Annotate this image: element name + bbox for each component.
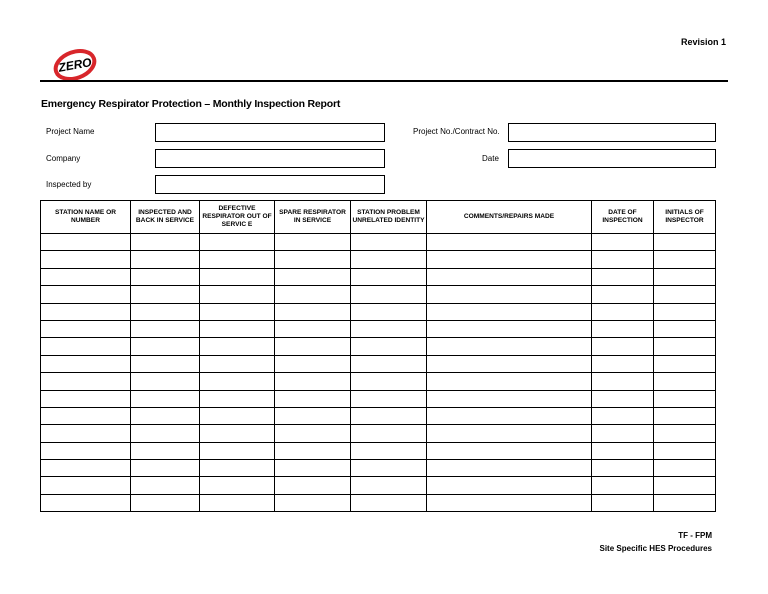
table-row: [41, 286, 716, 303]
table-cell[interactable]: [275, 477, 351, 494]
table-cell[interactable]: [654, 251, 716, 268]
table-cell[interactable]: [275, 494, 351, 511]
table-cell[interactable]: [654, 286, 716, 303]
table-cell[interactable]: [351, 460, 427, 477]
table-cell[interactable]: [654, 460, 716, 477]
table-cell[interactable]: [275, 460, 351, 477]
table-cell[interactable]: [592, 477, 654, 494]
table-cell[interactable]: [592, 442, 654, 459]
table-cell[interactable]: [200, 494, 275, 511]
table-row: [41, 442, 716, 459]
table-cell[interactable]: [41, 303, 131, 320]
table-cell[interactable]: [351, 442, 427, 459]
table-cell[interactable]: [351, 407, 427, 424]
table-cell[interactable]: [200, 268, 275, 285]
table-cell[interactable]: [275, 338, 351, 355]
table-cell[interactable]: [131, 442, 200, 459]
table-cell[interactable]: [41, 251, 131, 268]
table-cell[interactable]: [200, 355, 275, 372]
table-cell[interactable]: [41, 460, 131, 477]
table-cell[interactable]: [200, 407, 275, 424]
table-cell[interactable]: [131, 407, 200, 424]
table-cell[interactable]: [427, 460, 592, 477]
table-cell[interactable]: [351, 286, 427, 303]
table-cell[interactable]: [592, 268, 654, 285]
table-cell[interactable]: [654, 442, 716, 459]
table-cell[interactable]: [275, 355, 351, 372]
table-cell[interactable]: [200, 303, 275, 320]
inspection-table: [40, 200, 716, 512]
table-cell[interactable]: [427, 442, 592, 459]
project-name-field[interactable]: [155, 123, 385, 142]
table-row: [41, 425, 716, 442]
table-cell[interactable]: [131, 234, 200, 251]
table-cell[interactable]: [592, 320, 654, 337]
table-cell[interactable]: [200, 373, 275, 390]
table-cell[interactable]: [200, 390, 275, 407]
table-cell[interactable]: [427, 338, 592, 355]
col-initials: INITIALS OF INSPECTOR: [654, 201, 716, 234]
table-cell[interactable]: [200, 442, 275, 459]
table-cell[interactable]: [592, 303, 654, 320]
table-cell[interactable]: [41, 442, 131, 459]
table-cell[interactable]: [131, 373, 200, 390]
table-cell[interactable]: [275, 390, 351, 407]
table-cell[interactable]: [131, 390, 200, 407]
table-cell[interactable]: [427, 355, 592, 372]
table-cell[interactable]: [427, 477, 592, 494]
table-cell[interactable]: [427, 390, 592, 407]
col-inspected-back: INSPECTED AND BACK IN SERVICE: [131, 201, 200, 234]
table-row: [41, 373, 716, 390]
date-field[interactable]: [508, 149, 716, 168]
table-cell[interactable]: [351, 234, 427, 251]
table-cell[interactable]: [654, 268, 716, 285]
table-row: [41, 251, 716, 268]
table-cell[interactable]: [654, 477, 716, 494]
col-spare: SPARE RESPIRATOR IN SERVICE: [275, 201, 351, 234]
table-cell[interactable]: [427, 286, 592, 303]
table-row: [41, 390, 716, 407]
table-row: [41, 234, 716, 251]
table-cell[interactable]: [592, 373, 654, 390]
table-cell[interactable]: [200, 234, 275, 251]
table-cell[interactable]: [275, 268, 351, 285]
table-cell[interactable]: [41, 338, 131, 355]
table-cell[interactable]: [200, 477, 275, 494]
table-cell[interactable]: [654, 425, 716, 442]
table-cell[interactable]: [351, 268, 427, 285]
table-row: [41, 460, 716, 477]
table-cell[interactable]: [41, 286, 131, 303]
table-cell[interactable]: [592, 355, 654, 372]
col-date: DATE OF INSPECTION: [592, 201, 654, 234]
table-cell[interactable]: [351, 477, 427, 494]
table-cell[interactable]: [654, 234, 716, 251]
table-cell[interactable]: [131, 303, 200, 320]
logo-text: ZERO: [57, 55, 93, 75]
table-cell[interactable]: [427, 303, 592, 320]
table-cell[interactable]: [427, 425, 592, 442]
table-cell[interactable]: [275, 234, 351, 251]
table-cell[interactable]: [131, 477, 200, 494]
table-cell[interactable]: [41, 268, 131, 285]
table-cell[interactable]: [351, 373, 427, 390]
table-cell[interactable]: [351, 425, 427, 442]
table-cell[interactable]: [592, 338, 654, 355]
table-cell[interactable]: [592, 286, 654, 303]
footer: [600, 529, 713, 555]
table-cell[interactable]: [592, 251, 654, 268]
table-row: [41, 338, 716, 355]
table-cell[interactable]: [275, 320, 351, 337]
table-cell[interactable]: [131, 251, 200, 268]
report-title: Emergency Respirator Protection – Monthly Inspection Report: [41, 98, 341, 110]
table-cell[interactable]: [200, 320, 275, 337]
table-cell[interactable]: [351, 494, 427, 511]
table-cell[interactable]: [275, 442, 351, 459]
table-cell[interactable]: [654, 303, 716, 320]
table-row: [41, 355, 716, 372]
table-cell[interactable]: [351, 251, 427, 268]
table-cell[interactable]: [131, 425, 200, 442]
table-cell[interactable]: [351, 338, 427, 355]
footer-code: TF - FPM: [678, 531, 712, 540]
table-cell[interactable]: [351, 320, 427, 337]
table-cell[interactable]: [592, 390, 654, 407]
header-divider: [40, 80, 728, 82]
table-row: [41, 268, 716, 285]
table-cell[interactable]: [131, 286, 200, 303]
table-cell[interactable]: [275, 425, 351, 442]
table-cell[interactable]: [427, 320, 592, 337]
company-field[interactable]: [155, 149, 385, 168]
col-station-name: STATION NAME OR NUMBER: [41, 201, 131, 234]
table-cell[interactable]: [654, 320, 716, 337]
table-cell[interactable]: [131, 338, 200, 355]
inspected-by-label: Inspected by: [46, 180, 92, 189]
table-cell[interactable]: [654, 390, 716, 407]
table-cell[interactable]: [131, 355, 200, 372]
table-cell[interactable]: [654, 338, 716, 355]
table-cell[interactable]: [41, 373, 131, 390]
table-cell[interactable]: [592, 460, 654, 477]
zero-logo: [50, 46, 102, 82]
table-cell[interactable]: [592, 494, 654, 511]
table-header-row: [41, 201, 716, 234]
table-cell[interactable]: [427, 494, 592, 511]
table-cell[interactable]: [427, 373, 592, 390]
date-label: Date: [482, 154, 499, 163]
table-cell[interactable]: [41, 320, 131, 337]
table-cell[interactable]: [654, 494, 716, 511]
table-cell[interactable]: [41, 425, 131, 442]
project-no-label: Project No./Contract No.: [413, 127, 500, 136]
table-cell[interactable]: [275, 373, 351, 390]
col-comments: COMMENTS/REPAIRS MADE: [427, 201, 592, 234]
table-cell[interactable]: [275, 407, 351, 424]
table-cell[interactable]: [41, 390, 131, 407]
table-cell[interactable]: [654, 373, 716, 390]
table-cell[interactable]: [131, 494, 200, 511]
project-no-field[interactable]: [508, 123, 716, 142]
table-cell[interactable]: [41, 355, 131, 372]
table-cell[interactable]: [427, 268, 592, 285]
table-cell[interactable]: [200, 251, 275, 268]
table-cell[interactable]: [131, 320, 200, 337]
table-cell[interactable]: [275, 303, 351, 320]
table-cell[interactable]: [654, 355, 716, 372]
table-cell[interactable]: [275, 251, 351, 268]
table-cell[interactable]: [275, 286, 351, 303]
table-cell[interactable]: [592, 407, 654, 424]
table-cell[interactable]: [41, 407, 131, 424]
table-cell[interactable]: [592, 234, 654, 251]
table-row: [41, 407, 716, 424]
table-cell[interactable]: [41, 234, 131, 251]
table-cell[interactable]: [131, 460, 200, 477]
col-station-problem: STATION PROBLEM UNRELATED IDENTITY: [351, 201, 427, 234]
table-cell[interactable]: [592, 425, 654, 442]
project-name-label: Project Name: [46, 127, 95, 136]
table-cell[interactable]: [200, 425, 275, 442]
table-cell[interactable]: [351, 303, 427, 320]
table-cell[interactable]: [427, 407, 592, 424]
table-cell[interactable]: [351, 390, 427, 407]
table-cell[interactable]: [41, 494, 131, 511]
table-cell[interactable]: [200, 338, 275, 355]
col-defective: DEFECTIVE RESPIRATOR OUT OF SERVIC E: [200, 201, 275, 234]
table-cell[interactable]: [654, 407, 716, 424]
table-row: [41, 494, 716, 511]
table-row: [41, 303, 716, 320]
company-label: Company: [46, 154, 81, 163]
inspected-by-field[interactable]: [155, 175, 385, 194]
table-cell[interactable]: [200, 286, 275, 303]
table-cell[interactable]: [427, 234, 592, 251]
table-row: [41, 320, 716, 337]
table-cell[interactable]: [41, 477, 131, 494]
table-cell[interactable]: [131, 268, 200, 285]
footer-procedures: Site Specific HES Procedures: [599, 544, 712, 553]
table-row: [41, 477, 716, 494]
revision-label: Revision 1: [680, 37, 726, 47]
table-cell[interactable]: [200, 460, 275, 477]
table-cell[interactable]: [427, 251, 592, 268]
table-cell[interactable]: [351, 355, 427, 372]
